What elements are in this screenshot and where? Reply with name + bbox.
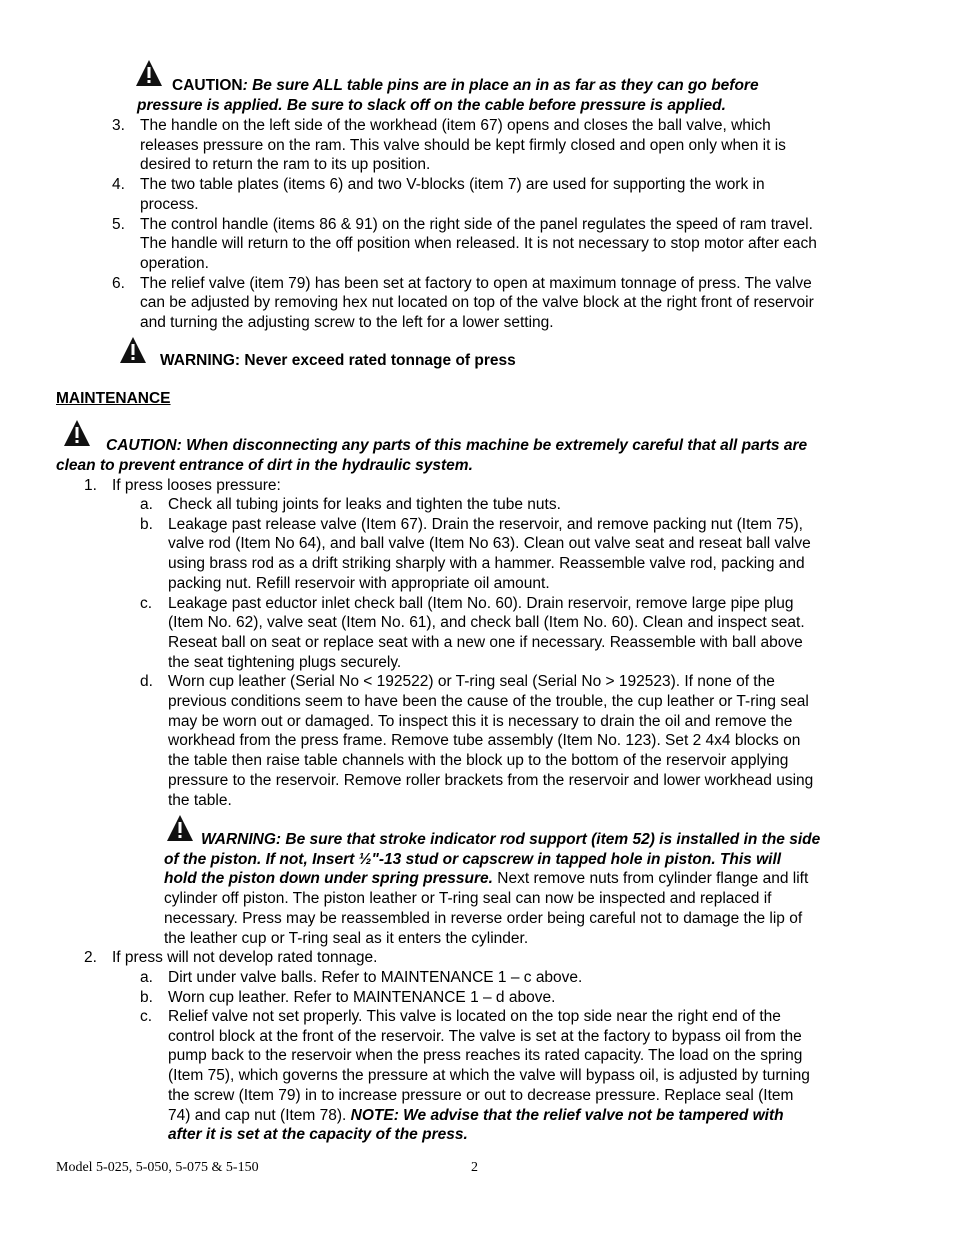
sub-item-letter: c. [140,594,153,612]
list-item-line: The relief valve (item 79) has been set at factory to open at maximum tonnage of press. The valve [140,274,812,292]
caution-1-text-b: pressure is applied. Be sure to slack off on the cable before pressure is applied. [137,96,726,114]
list-item-number: 4. [112,176,125,194]
caution-1-text-a: : Be sure ALL table pins are in place an in as far as they can go before [242,77,759,94]
caution-2 [56,436,807,475]
list-item [140,175,765,214]
sub-item-letter: d. [140,673,153,691]
list-item-line: releases pressure on the ram. This valve should be kept firmly closed and open only when it is [140,136,786,154]
sub-item-line: Reseat ball on seat or replace seat with a new one if necessary. Reassemble with ball above [168,633,803,651]
footer-model: Model 5-025, 5-050, 5-075 & 5-150 [56,1160,259,1175]
warning-2-line-2: of the piston. If not, Insert ½"-13 stud or capscrew in tapped hole in piston. This will [164,850,782,868]
warning-2-line-3-bold: hold the piston down under spring pressure. [164,870,493,888]
maintenance-heading: MAINTENANCE [56,390,171,407]
item-2c-line: (Item 75), which governs the pressure at which the valve will bypass oil, is adjusted by turning [168,1067,810,1085]
item-label: If press will not develop rated tonnage. [112,949,378,966]
list-item-line: The control handle (items 86 & 91) on the right side of the panel regulates the speed of ram travel. [140,215,813,233]
sub-item-line: Check all tubing joints for leaks and tighten the tube nuts. [168,496,561,513]
sub-item-line: (Item No. 62), valve seat (Item No. 61), and check ball (Item No. 60). Clean and inspect seat. [168,614,805,632]
list-item [140,116,786,175]
sub-item-letter: b. [140,988,153,1006]
list-item-line: and turning the adjusting screw to the left for a lower setting. [140,314,554,331]
sub-item-letter: b. [140,515,153,533]
warning-2-line: the leather cup or T-ring seal as it enters the cylinder. [164,929,529,947]
sub-item [168,988,555,1008]
sub-item-line: previous conditions seem to have been the cause of the trouble, the cup leather or T-ring seal [168,693,809,710]
sub-item-line: the table. [168,791,232,809]
list-item-line: The handle will return to the off position when released. It is not necessary to stop motor after each [140,235,817,253]
sub-item [168,672,813,810]
sub-item-line: valve rod (Item No 64), and ball valve (Item No 63). Clean out valve seat and reseat ball valve [168,535,811,553]
sub-item-line: the table then raise table channels with the block up to the bottom of the reservoir applying [168,752,789,770]
caution-2-line-2: clean to prevent entrance of dirt in the hydraulic system. [56,456,473,474]
sub-item-line: the seat tightening plugs securely. [168,653,402,671]
sub-item-line: packing nut. Refill reservoir with appropriate oil amount. [168,574,550,592]
caution-1 [137,76,759,115]
list-item-line: desired to return the ram to its up position. [140,156,431,174]
list-item-line: The two table plates (items 6) and two V-blocks (item 7) are used for supporting the work in [140,176,765,194]
list-item-number: 5. [112,215,125,233]
warning-2-line-1: WARNING: Be sure that stroke indicator rod support (item 52) is installed in the side [201,831,821,848]
item-label: If press looses pressure: [112,477,281,494]
warning-triangle-icon [118,335,148,365]
warning-2-line-3-rest: Next remove nuts from cylinder flange and lift [492,870,809,888]
sub-item-letter: a. [140,969,153,986]
list-item-number: 3. [112,117,125,134]
item-2c-line: pump back to the reservoir when the press reaches its rated capacity. The load on the spring [168,1047,803,1065]
maintenance-item-1 [84,476,281,496]
sub-item [168,495,561,515]
sub-item-letter: a. [140,496,153,513]
item-number: 2. [84,949,97,966]
item-2c-note: NOTE: We advise that the relief valve not be tampered with [350,1106,784,1124]
maintenance-item-2 [84,948,378,968]
sub-item-line: using brass rod as a drift striking sharply with a hammer. Reassemble valve rod, packing and [168,555,805,573]
sub-item-line: Worn cup leather. Refer to MAINTENANCE 1 – d above. [168,988,556,1006]
list-item-number: 6. [112,274,125,292]
warning-2-rest [164,889,820,948]
item-number: 1. [84,477,97,494]
warning-2-line: cylinder off piston. The piston leather or T-ring seal can now be inspected and replaced if [164,890,772,908]
sub-item [168,515,811,594]
item-2c-letter: c. [140,1008,153,1025]
list-item [140,274,814,333]
sub-item-line: Leakage past eductor inlet check ball (Item No. 60). Drain reservoir, remove large pipe plug [168,594,794,612]
item-2c-line: control block at the front of the reservoir. The valve is set at the factory to bypass oil from the [168,1027,802,1045]
sub-item [168,594,805,673]
list-item [140,215,817,274]
sub-item-line: Worn cup leather (Serial No < 192522) or T-ring seal (Serial No > 192523). If none of the [168,673,775,691]
sub-item-line: Dirt under valve balls. Refer to MAINTENANCE 1 – c above. [168,969,583,986]
item-2c-line-6-plain: 74) and cap nut (Item 78). [168,1106,351,1124]
list-item-line: operation. [140,254,209,272]
item-2c-line: Relief valve not set properly. This valve is located on the top side near the right end of the [168,1008,781,1025]
sub-item-line: workhead from the press frame. Remove tube assembly (Item No. 123). Set 2 4x4 blocks on [168,732,801,750]
page-number: 2 [471,1160,478,1175]
sub-item-line: may be worn out or damaged. To inspect this it is necessary to drain the oil and remove the [168,712,793,730]
warning-1: WARNING: Never exceed rated tonnage of press [160,352,516,369]
sub-item-line: Leakage past release valve (Item 67). Drain the reservoir, and remove packing nut (Item 75), [168,515,803,533]
item-2c [168,1007,810,1145]
list-item-line: process. [140,195,199,213]
item-2c-line: the screw (Item 79) in to increase pressure or out to decrease pressure. Replace seal (Item [168,1086,794,1104]
caution-1-label: CAUTION [172,77,243,94]
warning-2 [164,830,820,948]
list-item-line: The handle on the left side of the workhead (item 67) opens and closes the ball valve, which [140,117,771,134]
caution-2-line-1: CAUTION: When disconnecting any parts of this machine be extremely careful that all parts are [106,437,808,454]
sub-item [168,968,582,988]
sub-item-line: pressure to the reservoir. Remove roller brackets from the reservoir and lower workhead using [168,771,814,789]
item-2c-note-end: after it is set at the capacity of the press. [168,1126,468,1144]
list-item-line: can be adjusted by removing hex nut located on top of the valve block at the right front of reservoir [140,294,814,312]
warning-2-line: necessary. Press may be reassembled in reverse order being careful not to damage the lip of [164,909,803,927]
